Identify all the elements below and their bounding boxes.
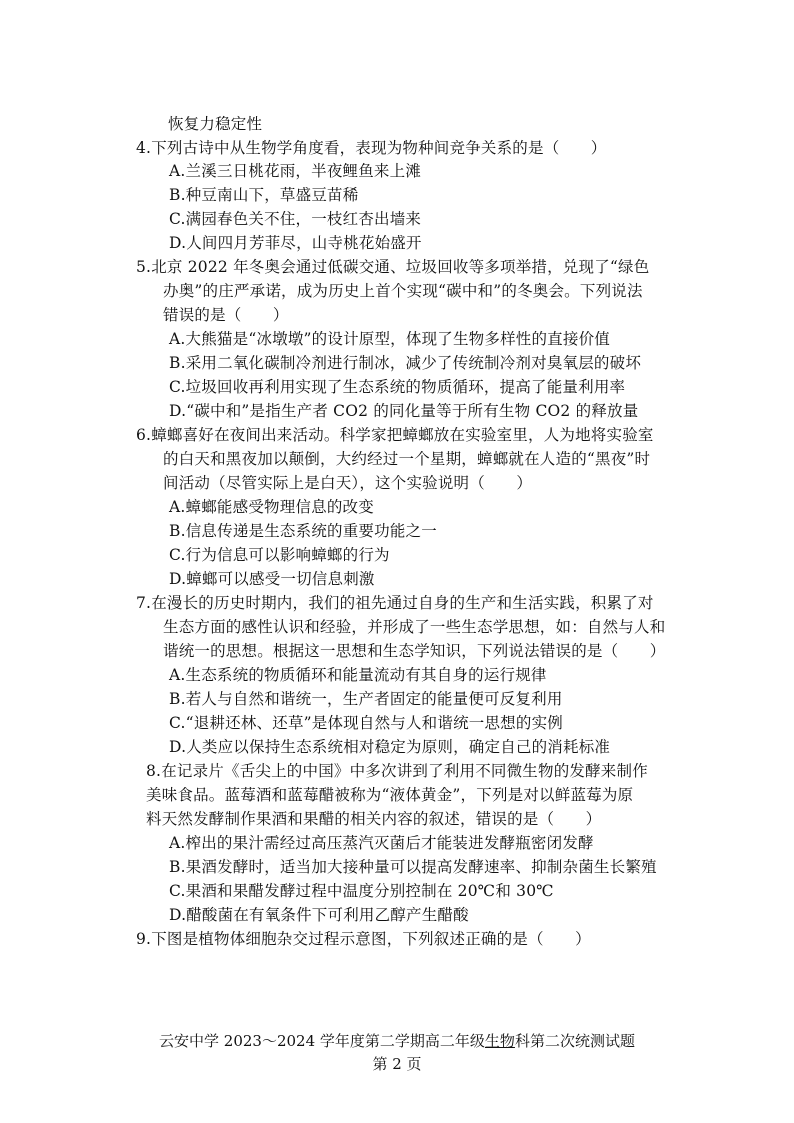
option-d: D.“碳中和”是指生产者 CO2 的同化量等于所有生物 CO2 的释放量 [169, 402, 639, 420]
footer-title-subject: 生物 [484, 1032, 515, 1050]
option-c: C.行为信息可以影响蟑螂的行为 [169, 546, 390, 564]
option-a: A.蟑螂能感受物理信息的改变 [169, 498, 374, 516]
question-stem: 7.在漫长的历史时期内，我们的祖先通过自身的生产和生活实践，积累了对 [136, 594, 654, 612]
question-stem-cont: 错误的是（ ） [163, 306, 289, 324]
option-b: B.若人与自然和谐统一，生产者固定的能量便可反复利用 [169, 690, 563, 708]
option-c: C.满园春色关不住，一枝红杏出墙来 [169, 210, 422, 228]
question-stem-cont: 料天然发酵制作果酒和果醋的相关内容的叙述，错误的是（ ） [146, 810, 602, 828]
option-b: B.信息传递是生态系统的重要功能之一 [169, 522, 437, 540]
option-b: B.种豆南山下，草盛豆苗稀 [169, 186, 359, 204]
option-c: C.果酒和果醋发酵过程中温度分别控制在 20℃和 30℃ [169, 882, 554, 900]
option-a: A.兰溪三日桃花雨，半夜鲤鱼来上滩 [169, 162, 422, 180]
question-stem-cont: 的白天和黑夜加以颠倒，大约经过一个星期，蟑螂就在人造的“黑夜”时 [163, 450, 651, 468]
question-stem: 5.北京 2022 年冬奥会通过低碳交通、垃圾回收等多项举措，兑现了“绿色 [136, 258, 650, 276]
option-a: A.生态系统的物质循环和能量流动有其自身的运行规律 [169, 666, 547, 684]
question-stem-cont: 办奥”的庄严承诺，成为历史上首个实现“碳中和”的冬奥会。下列说法 [163, 282, 643, 300]
question-stem-cont: 生态方面的感性认识和经验，并形成了一些生态学思想，如：自然与人和 [163, 618, 666, 636]
option-a: A.大熊猫是“冰墩墩”的设计原型，体现了生物多样性的直接价值 [169, 330, 610, 348]
option-c: C.“退耕还林、还草”是体现自然与人和谐统一思想的实例 [169, 714, 563, 732]
question-stem: 4.下列古诗中从生物学角度看，表现为物种间竞争关系的是（ ） [136, 139, 607, 157]
carry-over-text: 恢复力稳定性 [168, 115, 263, 133]
option-d: D.人类应以保持生态系统相对稳定为原则，确定自己的消耗标准 [169, 738, 611, 756]
option-b: B.采用二氧化碳制冷剂进行制冰，减少了传统制冷剂对臭氧层的破坏 [169, 354, 642, 372]
question-stem: 6.蟑螂喜好在夜间出来活动。科学家把蟑螂放在实验室里，人为地将实验室 [136, 426, 654, 444]
question-stem: 9.下图是植物体细胞杂交过程示意图，下列叙述正确的是（ ） [136, 930, 591, 948]
question-stem: 8.在记录片《舌尖上的中国》中多次讲到了利用不同微生物的发酵来制作 [146, 762, 648, 780]
exam-title-footer [0, 1030, 794, 1052]
option-d: D.人间四月芳菲尽，山寺桃花始盛开 [169, 234, 422, 252]
option-d: D.蟑螂可以感受一切信息刺激 [169, 570, 375, 588]
option-c: C.垃圾回收再利用实现了生态系统的物质循环，提高了能量利用率 [169, 378, 626, 396]
footer-title-prefix: 云安中学 2023～2024 学年度第二学期高二年级 [159, 1032, 485, 1050]
footer-title-suffix: 科第二次统测试题 [514, 1032, 635, 1050]
question-stem-cont: 谐统一的思想。根据这一思想和生态学知识，下列说法错误的是（ ） [163, 642, 666, 660]
option-d: D.醋酸菌在有氧条件下可利用乙醇产生醋酸 [169, 906, 469, 924]
page-number: 第 2 页 [372, 1055, 422, 1073]
question-stem-cont: 美味食品。蓝莓酒和蓝莓醋被称为“液体黄金”，下列是对以鲜蓝莓为原 [146, 786, 634, 804]
question-stem-cont: 间活动（尽管实际上是白天），这个实验说明（ ） [163, 474, 533, 492]
option-b: B.果酒发酵时，适当加大接种量可以提高发酵速率、抑制杂菌生长繁殖 [169, 858, 657, 876]
option-a: A.榨出的果汁需经过高压蒸汽灭菌后才能装进发酵瓶密闭发酵 [169, 834, 594, 852]
